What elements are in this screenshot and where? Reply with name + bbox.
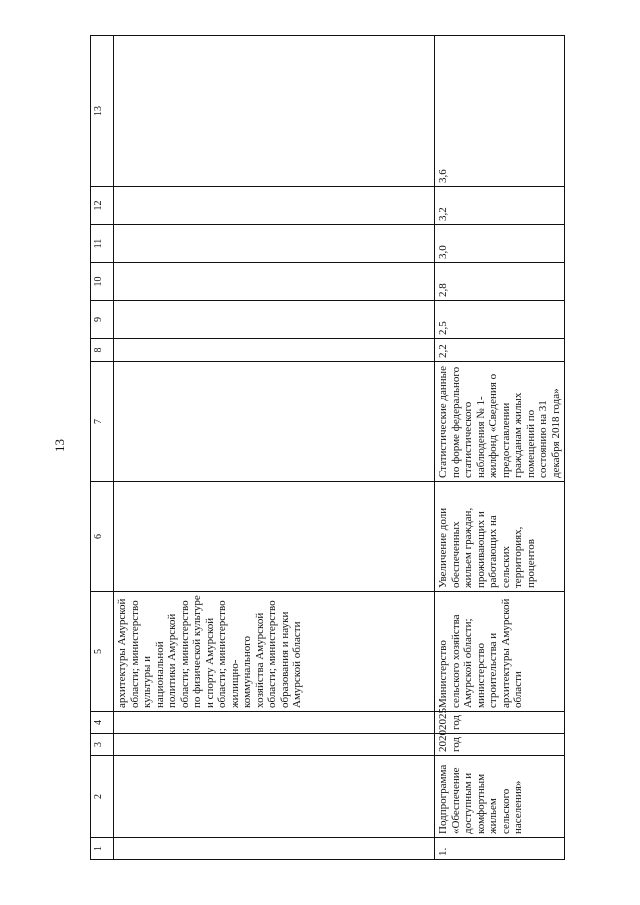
header-cell: 11	[91, 225, 114, 263]
program-table	[90, 35, 565, 860]
header-cell: 9	[91, 301, 114, 339]
table-cell	[114, 712, 435, 734]
value-cell: 2,2	[435, 339, 565, 362]
table-cell	[114, 36, 435, 187]
table-cell	[114, 301, 435, 339]
header-cell: 8	[91, 339, 114, 362]
header-cell: 4	[91, 712, 114, 734]
end-year-cell: 2025 год	[435, 712, 565, 734]
header-cell: 10	[91, 263, 114, 301]
executors-cell: архитектуры Амурской области; министерство культуры и национальной политики Амурской области; министерство по физической культуре и спорту Амурской области; министерство жилищно-коммунального хозяйства Амурской области; министерство образования и науки Амурской области	[114, 592, 435, 712]
value-cell: 3,0	[435, 225, 565, 263]
header-cell: 1	[91, 838, 114, 860]
table-row	[114, 36, 435, 860]
value-cell: 3,2	[435, 187, 565, 225]
source-cell: Статистические данные по форме федерального статистического наблюдения № 1-жилфонд «Сведения о предоставлении гражданам жилых помещений по состоянию на 31 декабря 2018 года»	[435, 362, 565, 482]
value-cell: 2,8	[435, 263, 565, 301]
table-cell	[114, 339, 435, 362]
table-cell	[114, 756, 435, 838]
page-number: 13	[52, 439, 67, 452]
header-row	[91, 36, 114, 860]
table-cell	[114, 225, 435, 263]
header-cell: 13	[91, 36, 114, 187]
value-cell: 2,5	[435, 301, 565, 339]
table-cell	[114, 187, 435, 225]
header-cell: 6	[91, 482, 114, 592]
row-number-cell: 1.	[435, 838, 565, 860]
indicator-cell: Увеличение доли обеспеченных жильем граждан, проживающих и работающих на сельских территориях, процентов	[435, 482, 565, 592]
header-cell: 5	[91, 592, 114, 712]
header-cell: 12	[91, 187, 114, 225]
table-cell	[114, 263, 435, 301]
table-cell	[114, 838, 435, 860]
subprogram-name-cell: Подпрограмма «Обеспечение доступным и комфортным жильем сельского населения»	[435, 756, 565, 838]
value-cell: 3,6	[435, 36, 565, 187]
table-row	[435, 36, 565, 860]
rotated-table-container	[90, 70, 562, 860]
executors-cell: Министерство сельского хозяйства Амурской области; министерство строительства и архитектуры Амурской области	[435, 592, 565, 712]
table-cell	[114, 734, 435, 756]
start-year-cell: 2020 год	[435, 734, 565, 756]
header-cell: 7	[91, 362, 114, 482]
table-cell	[114, 482, 435, 592]
header-cell: 3	[91, 734, 114, 756]
header-cell: 2	[91, 756, 114, 838]
table-cell	[114, 362, 435, 482]
